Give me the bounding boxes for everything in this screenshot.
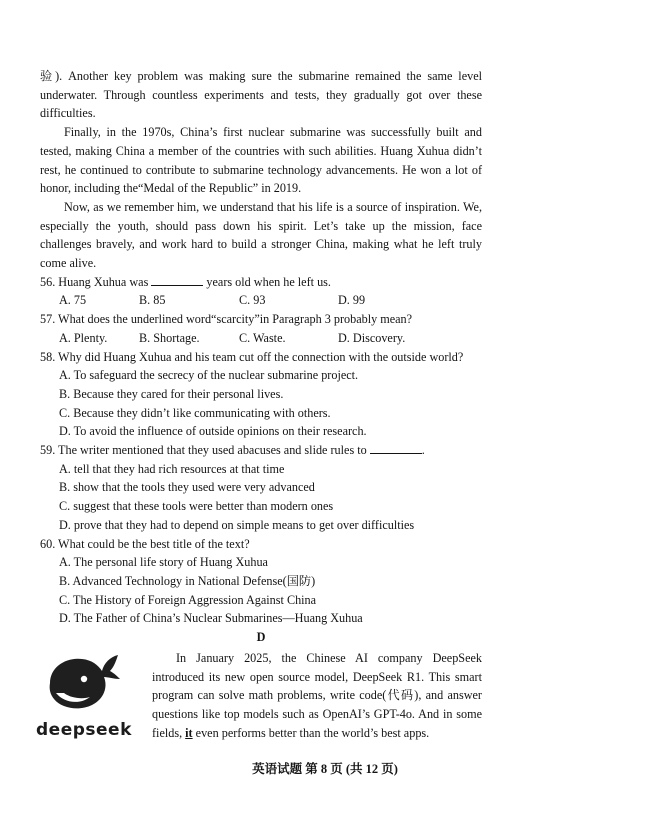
exam-page [36, 67, 482, 742]
option-c[interactable]: C. 93 [239, 293, 266, 308]
option-d[interactable]: D. The Father of China’s Nuclear Submarines—Huang Xuhua [59, 611, 363, 626]
option-a[interactable]: A. tell that they had rich resources at that time [59, 461, 285, 476]
option-b[interactable]: B. 85 [139, 293, 166, 308]
option-c[interactable]: C. The History of Foreign Aggression Against China [59, 592, 317, 607]
option-d[interactable]: D. 99 [338, 293, 366, 308]
answer-blank [370, 441, 422, 454]
section-heading-d: D [256, 630, 266, 645]
passage-paragraph: Now, as we remember him, we understand that his life is a source of inspiration. We, especially the youth, should pass down his spirit. Let’s take up the mission, face challenges bravely, and work hard to build a stronger China, making what he left truly come alive. [40, 199, 482, 271]
passage-paragraph: In January 2025, the Chinese AI company DeepSeek introduced its new open source model, DeepSeek R1. This smart program can solve math problems, write code(代码), and answer questions like top models such as OpenAI’s GPT-4o. And in some fields, it even performs better than the world’s best apps. [152, 650, 482, 740]
answer-blank [151, 273, 203, 286]
option-c[interactable]: C. Because they didn’t like communicating with others. [59, 405, 331, 420]
option-a[interactable]: A. The personal life story of Huang Xuhua [59, 555, 268, 570]
question-58 [40, 348, 482, 442]
passage-d-text [152, 649, 482, 743]
option-b[interactable]: B. show that the tools they used were very advanced [59, 480, 315, 495]
option-b[interactable]: B. Because they cared for their personal lives. [59, 386, 284, 401]
question-stem: 59. The writer mentioned that they used abacuses and slide rules to . [40, 443, 425, 458]
whale-icon [40, 653, 124, 711]
option-d[interactable]: D. Discovery. [338, 330, 406, 345]
passage-d [36, 649, 482, 743]
question-stem: 58. Why did Huang Xuhua and his team cut off the connection with the outside world? [40, 349, 464, 364]
option-b[interactable]: B. Shortage. [139, 330, 200, 345]
option-a[interactable]: A. To safeguard the secrecy of the nuclear submarine project. [59, 368, 359, 383]
option-b[interactable]: B. Advanced Technology in National Defense(国防) [59, 573, 316, 588]
question-57 [40, 310, 482, 347]
question-stem: 60. What could be the best title of the text? [40, 536, 250, 551]
options-row [40, 329, 482, 348]
passage-paragraph: Finally, in the 1970s, China’s first nuclear submarine was successfully built and tested, making China a member of the countries with such abilities. Huang Xuhua didn’t rest, he continued to contribute to submarine technology advancements. He won a lot of honor, including the“Medal of the Republic” in 2019. [40, 125, 482, 196]
question-59 [40, 441, 482, 535]
question-56 [40, 273, 482, 310]
option-d[interactable]: D. prove that they had to depend on simple means to get over difficulties [59, 517, 415, 532]
option-a[interactable]: A. Plenty. [59, 330, 108, 345]
question-stem: 56. Huang Xuhua was years old when he left us. [40, 274, 331, 289]
question-stem: 57. What does the underlined word“scarcity”in Paragraph 3 probably mean? [40, 312, 413, 327]
option-d[interactable]: D. To avoid the influence of outside opinions on their research. [59, 424, 367, 439]
page-footer: 英语试题 第 8 页 (共 12 页) [252, 762, 398, 776]
question-60 [40, 535, 482, 629]
underlined-word: it [185, 725, 193, 740]
option-a[interactable]: A. 75 [59, 293, 87, 308]
deepseek-wordmark: deepseek [36, 719, 132, 740]
option-c[interactable]: C. Waste. [239, 330, 286, 345]
options-row [40, 291, 482, 310]
deepseek-logo [36, 653, 132, 740]
passage-paragraph: 验). Another key problem was making sure the submarine remained the same level underwater. Through countless experiments and tests, they gradually got over these difficulties. [40, 69, 482, 121]
option-c[interactable]: C. suggest that these tools were better than modern ones [59, 499, 334, 514]
